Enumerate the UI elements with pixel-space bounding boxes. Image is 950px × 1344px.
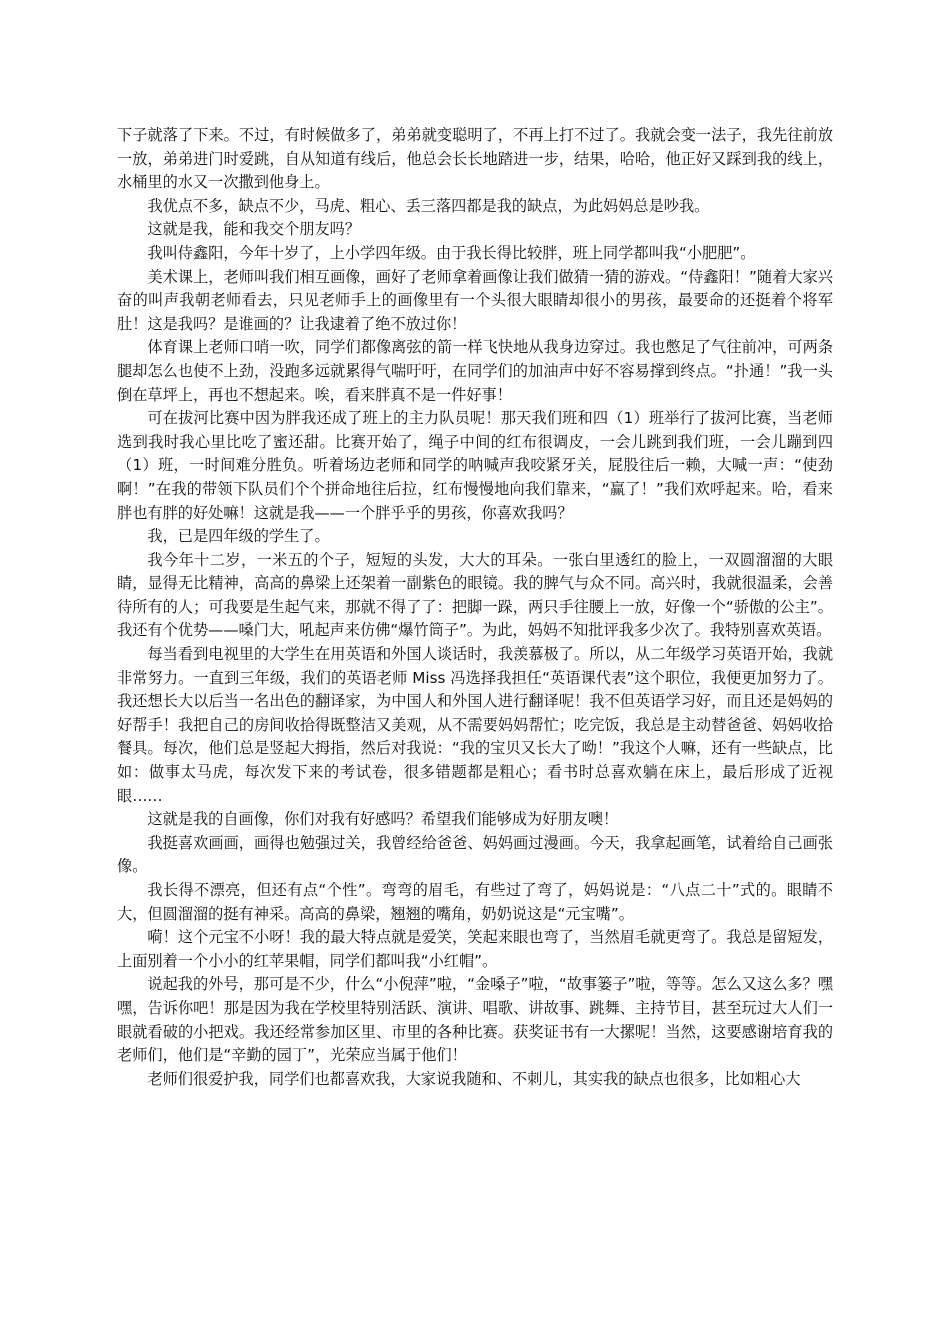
paragraph: 我，已是四年级的学生了。 (147, 527, 330, 546)
paragraph: 每当看到电视里的大学生在用英语和外国人谈话时，我羡慕极了。所以，从二年级学习英语开始，我就非常努力。一直到三年级，我们的英语老师 Miss 冯选择我担任“英语课代表”这个职位，我便更加努力了。我还想长大以后当一名出色的翻译家，为中国人和外国人进行翻译呢！我不但英语学习好，而且还是妈妈的好帮手！我把自己的房间收拾得既整洁又美观，从不需要妈妈帮忙；吃完饭，我总是主动替爸爸、妈妈收拾餐具。每次，他们总是竖起大拇指，然后对我说：“我的宝贝又长大了呦！”我这个人嘛，还有一些缺点，比如：做事太马虎，每次发下来的考试卷，很多错题都是粗心；看书时总喜欢躺在床上，最后形成了近视眼…… (117, 645, 833, 805)
paragraph: 这就是我，能和我交个朋友吗？ (147, 220, 361, 239)
paragraph: 体育课上老师口哨一吹，同学们都像离弦的箭一样飞快地从我身边穿过。我也憋足了气往前冲，可两条腿却怎么也使不上劲，没跑多远就累得气喘吁吁，在同学们的加油声中好不容易撑到终点。“扑通！”我一头倒在草坪上，再也不想起来。唉，看来胖真不是一件好事！ (117, 338, 833, 404)
paragraph: 这就是我的自画像，你们对我有好感吗？希望我们能够成为好朋友噢！ (147, 810, 619, 829)
document-page (117, 124, 833, 1091)
paragraph: 老师们很爱护我，同学们也都喜欢我，大家说我随和、不刺儿，其实我的缺点也很多，比如粗心大 (147, 1069, 801, 1088)
paragraph-continuation: 下子就落了下来。不过，有时候做多了，弟弟就变聪明了，不再上打不过了。我就会变一法子，我先往前放一放，弟弟进门时爱跳，自从知道有线后，他总会长长地踏进一步，结果，哈哈，他正好又踩到我的线上，水桶里的水又一次撒到他身上。 (117, 126, 833, 192)
paragraph: 我长得不漂亮，但还有点“个性”。弯弯的眉毛，有些过了弯了，妈妈说是：“八点二十”式的。眼睛不大，但圆溜溜的挺有神采。高高的鼻梁，翘翘的嘴角，奶奶说这是“元宝嘴”。 (117, 881, 833, 923)
paragraph: 我挺喜欢画画，画得也勉强过关，我曾经给爸爸、妈妈画过漫画。今天，我拿起画笔，试着给自己画张像。 (117, 833, 833, 876)
paragraph: 可在拔河比赛中因为胖我还成了班上的主力队员呢！那天我们班和四（1）班举行了拔河比赛，当老师选到我时我心里比吃了蜜还甜。比赛开始了，绳子中间的红布很调皮，一会儿跳到我们班，一会儿蹦到四（1）班，一时间难分胜负。听着场边老师和同学的呐喊声我咬紧牙关，屁股往后一赖，大喊一声：“使劲啊！”在我的带领下队员们个个拼命地往后拉，红布慢慢地向我们靠来，“赢了！”我们欢呼起来。哈，看来胖也有胖的好处嘛！这就是我——一个胖乎乎的男孩，你喜欢我吗？ (117, 409, 833, 522)
paragraph: 说起我的外号，那可是不少，什么“小倪萍”啦，“金嗓子”啦，“故事篓子”啦，等等。怎么又这么多？嘿嘿，告诉你吧！那是因为我在学校里特别活跃、演讲、唱歌、讲故事、跳舞、主持节目，甚至玩过大人们一眼就看破的小把戏。我还经常参加区里、市里的各种比赛。获奖证书有一大摞呢！当然，这要感谢培育我的老师们，他们是“辛勤的园丁”，光荣应当属于他们！ (117, 975, 833, 1065)
paragraph: 我今年十二岁，一米五的个子，短短的头发，大大的耳朵。一张白里透红的脸上，一双圆溜溜的大眼睛，显得无比精神，高高的鼻梁上还架着一副紫色的眼镜。我的脾气与众不同。高兴时，我就很温柔，会善待所有的人；可我要是生起气来，那就不得了了：把脚一跺，两只手往腰上一放，好像一个“骄傲的公主”。我还有个优势——嗓门大，吼起声来仿佛“爆竹筒子”。为此，妈妈不知批评我多少次了。我特别喜欢英语。 (117, 550, 833, 640)
paragraph: 我优点不多，缺点不少，马虎、粗心、丢三落四都是我的缺点，为此妈妈总是吵我。 (147, 196, 710, 215)
paragraph: 美术课上，老师叫我们相互画像，画好了老师拿着画像让我们做猜一猜的游戏。“侍鑫阳！”随着大家兴奋的叫声我朝老师看去，只见老师手上的画像里有一个头很大眼睛却很小的男孩，最要命的还挺着个将军肚！这是我吗？是谁画的？让我逮着了绝不放过你！ (117, 267, 833, 333)
paragraph: 嗬！这个元宝不小呀！我的最大特点就是爱笑，笑起来眼也弯了，当然眉毛就更弯了。我总是留短发，上面别着一个小小的红苹果帽，同学们都叫我“小红帽”。 (117, 928, 833, 970)
paragraph: 我叫侍鑫阳，今年十岁了，上小学四年级。由于我长得比较胖，班上同学都叫我“小肥肥”。 (147, 243, 756, 262)
